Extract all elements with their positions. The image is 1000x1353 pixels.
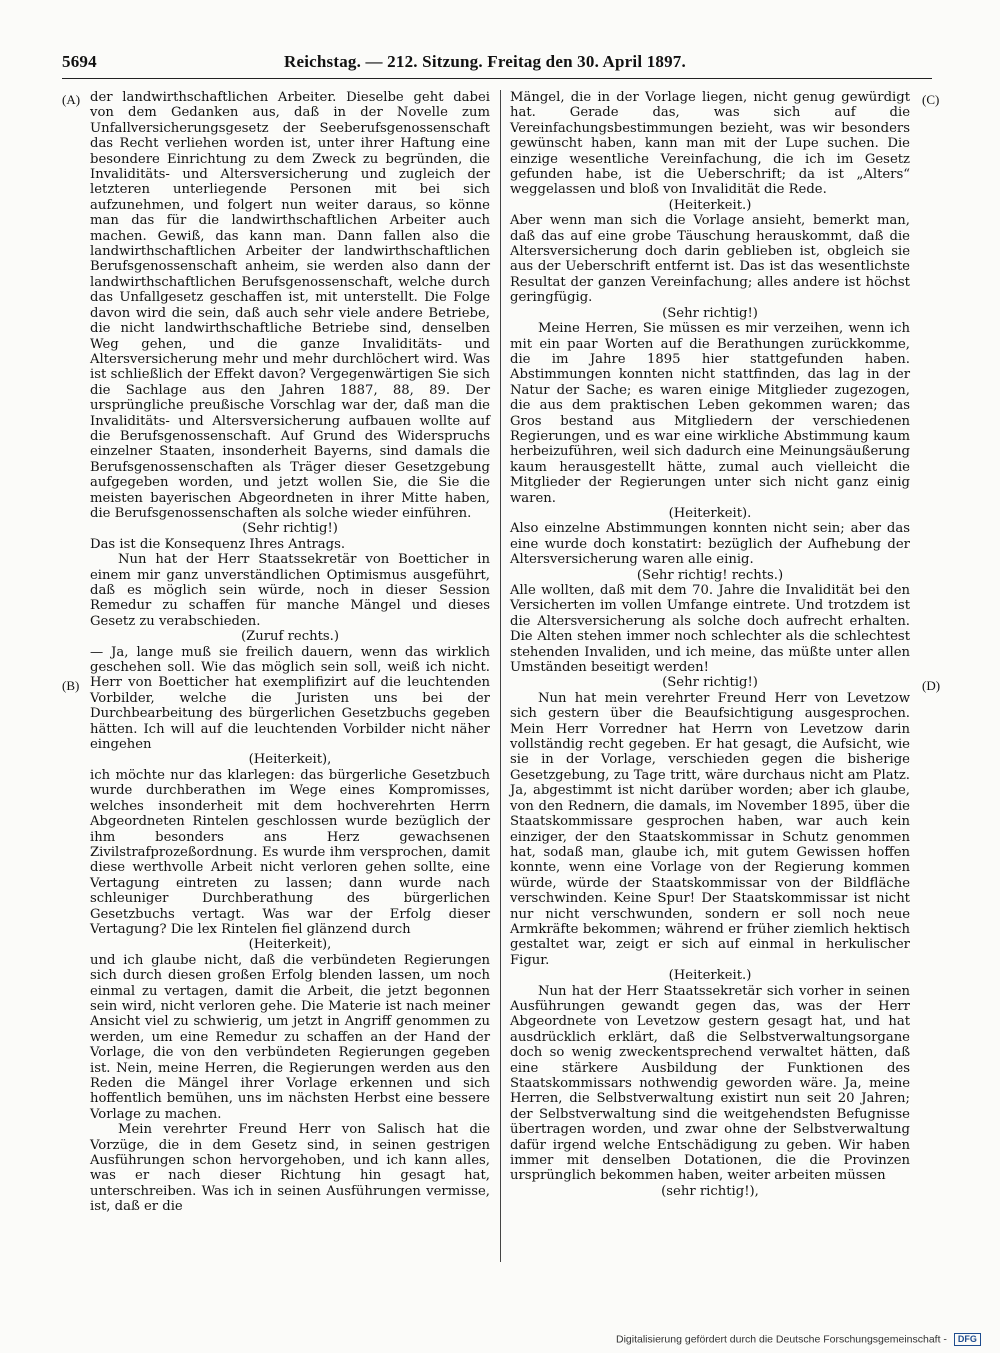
paragraph: Nun hat der Herr Staatssekretär von Boetticher in einem mir ganz unverständlichen Optimismus ausgeführt, daß es möglich sein würde, noch in dieser Session Remedur zu schaffen für manche Mängel und dieses Gesetz zu verabschieden.	[90, 552, 490, 629]
interjection: (Heiterkeit.)	[668, 968, 752, 984]
margin-marker-c: (C)	[922, 92, 940, 107]
interjection: (Heiterkeit),	[248, 752, 332, 768]
dfg-logo: DFG	[954, 1333, 981, 1346]
paragraph: Meine Herren, Sie müssen es mir verzeihen, wenn ich mit ein paar Worten auf die Berathungen zurückkomme, die im Jahre 1895 hier stattgefunden haben. Abstimmungen konnten nicht stattfinden, das lag in der Natur der Sache; es waren einige Mitglieder zugezogen, die aus dem praktischen Leben gekommen waren; das Gros bestand aus Mitgliedern der verschiedenen Regierungen, und es war eine wirkliche Abstimmung kaum herbeizuführen, weil sich dadurch eine Meinungsäußerung kaum herausgestellt hätte, zumal auch vielleicht die Mitglieder der Regierungen unter sich nicht ganz einig waren.	[510, 321, 910, 506]
interjection: (Sehr richtig! rechts.)	[636, 567, 784, 583]
interjection: (Sehr richtig!)	[662, 305, 758, 321]
paragraph: Nun hat der Herr Staatssekretär sich vorher in seinen Ausführungen gewandt gegen das, was der Herr Abgeordnete von Levetzow gestern gesagt hat, und hat ausdrücklich erklärt, daß die Selbstverwaltungsorgane doch so wenig zweckentsprechend verwaltet hätten, daß eine stärkere Ausbildung der Funktionen des Staatskommissars nothwendig geworden wäre. Ja, meine Herren, die Selbstverwaltung existirt nun seit 20 Jahren; der Selbstverwaltung sind die weitgehendsten Befugnisse übertragen worden, und zwar ohne der Selbstverwaltung dafür irgend welche Entschädigung zu geben. Wir haben immer mit denselben Dotationen, die die Provinzen ursprünglich bekommen haben, weiter arbeiten müssen	[510, 983, 910, 1184]
paragraph: und ich glaube nicht, daß die verbündeten Regierungen sich durch diesen großen Erfolg blenden lassen, um noch einmal zu vertagen, damit die Arbeit, die jetzt begonnen sein wird, nicht verloren gehe. Die Materie ist nach meiner Ansicht viel zu schwierig, um jetzt in Angriff genommen zu werden, um eine Remedur zu schaffen an der Hand der Vorlage, die von den verbündeten Regierungen gegeben ist. Nein, meine Herren, die Regierungen werden aus den Reden die Mängel ihrer Vorlage erkennen und sich hoffentlich bemühen, uns im nächsten Herbst eine bessere Vorlage zu machen.	[90, 952, 490, 1122]
right-column	[510, 90, 910, 1199]
paragraph: Also einzelne Abstimmungen konnten nicht sein; aber das eine wurde doch konstatirt: bezüglich der Aufhebung der Altersversicherung waren alle einig.	[510, 521, 910, 568]
margin-marker-b: (B)	[62, 678, 80, 693]
header-rule	[62, 78, 932, 79]
interjection: (sehr richtig!),	[661, 1183, 759, 1199]
page-number: 5694	[62, 52, 97, 71]
interjection: (Heiterkeit.)	[668, 197, 752, 213]
paragraph: Mängel, die in der Vorlage liegen, nicht genug gewürdigt hat. Gerade das, was sich auf die Vereinfachungsbestimmungen bezieht, was wir besonders gewünscht haben, kann man mit der Lupe suchen. Die einzige wesentliche Vereinfachung, die ich im Gesetz gefunden habe, ist die Ueberschrift; da ist „Alters“ weggelassen und bloß von Invalidität die Rede.	[510, 90, 910, 198]
running-head: Reichstag. — 212. Sitzung. Freitag den 30. April 1897.	[284, 52, 686, 71]
margin-marker-d: (D)	[922, 678, 941, 693]
interjection: (Heiterkeit),	[248, 937, 332, 953]
interjection: (Heiterkeit).	[668, 505, 752, 521]
interjection: (Sehr richtig!)	[242, 521, 338, 537]
column-divider	[500, 90, 501, 1262]
paragraph: der landwirthschaftlichen Arbeiter. Dieselbe geht dabei von dem Gedanken aus, daß in der Novelle zum Unfallversicherungsgesetz der Seeberufsgenossenschaft das Recht verliehen worden ist, unter ihrer Haftung eine besondere Einrichtung zu dem Zweck zu begründen, die Invaliditäts- und Altersversicherung und zugleich der letzteren unterliegende Personen mit bei sich aufzunehmen, und folgert nun weiter daraus, so könne man das für die landwirthschaftlichen Arbeiter auch machen. Gewiß, das kann man. Dann fallen also die landwirthschaftlichen Arbeiter der landwirthschaftlichen Berufsgenossenschaft anheim, sie werden also dann der landwirthschaftlichen Berufsgenossenschaft, welche durch das Unfallgesetz geschaffen ist, mit unterstellt. Die Folge davon wird die sein, daß auch sehr viele andere Betriebe, die nicht landwirthschaftliche Betriebe sind, denselben Weg gehen, und die ganze Invaliditäts- und Altersversicherung mehr und mehr durchlöchert wird. Was ist schließlich der Effekt davon? Vergegenwärtigen Sie sich die Sachlage aus den Jahren 1887, 88, 89. Der ursprüngliche preußische Vorschlag war der, daß man die Invaliditäts- und Altersversicherung aufbauen wollte auf die Berufsgenossenschaft. Auf Grund des Widerspruchs einzelner Staaten, insonderheit Bayerns, sind damals die Berufsgenossenschaften als Träger dieser Gesetzgebung aufgegeben worden, und jetzt wollen Sie, die Sie die meisten bayerischen Abgeordneten in ihrer Mitte haben, die Berufsgenossenschaften als solche wieder einführen.	[90, 90, 490, 521]
paragraph: ich möchte nur das klarlegen: das bürgerliche Gesetzbuch wurde durchberathen im Wege eines Kompromisses, welches insonderheit mit dem hochverehrten Herrn Abgeordneten Rintelen geschlossen wurde bezüglich der ihm besonders ans Herz gewachsenen Zivilstrafprozeßordnung. Es wurde ihm versprochen, damit diese werthvolle Arbeit nicht verloren gehen sollte, eine Vertagung eintreten zu lassen; dann wurde nach schleuniger Durchberathung des bürgerlichen Gesetzbuchs vertagt. Was war der Erfolg dieser Vertagung? Die lex Rintelen fiel glänzend durch	[90, 767, 490, 937]
interjection: (Zuruf rechts.)	[240, 629, 340, 645]
paragraph: Mein verehrter Freund Herr von Salisch hat die Vorzüge, die in dem Gesetz sind, in seinen gestrigen Ausführungen schon hervorgehoben, und ich kann alles, was er nach dieser Richtung hin gesagt hat, unterschreiben. Was ich in seinen Ausführungen vermisse, ist, daß er die	[90, 1122, 490, 1215]
left-column	[90, 90, 490, 1215]
paragraph: — Ja, lange muß sie freilich dauern, wenn das wirklich geschehen soll. Wie das möglich sein soll, weiß ich nicht. Herr von Boetticher hat exemplifizirt auf die leuchtenden Vorbilder, welche die Juristen uns bei der Durchbearbeitung des bürgerlichen Gesetzbuchs gegeben hätten. Ich will auf die leuchtenden Vorbilder nicht näher eingehen	[90, 644, 490, 753]
paragraph: Nun hat mein verehrter Freund Herr von Levetzow sich gestern über die Beaufsichtigung ausgesprochen. Mein Herr Vorredner hat Herrn von Levetzow darin vollständig recht gegeben. Er hat gesagt, die Aufsicht, wie sie in der Vorlage, verschieden gegen die bisherige Gesetzgebung, zu Tage tritt, wäre durchaus nicht am Platz. Ja, abgestimmt ist nicht darüber worden; aber ich glaube, von den Rednern, die damals, im November 1895, über die Staatskommissare gesprochen haben, war auch kein einziger, der den Staatskommissar in Schutz genommen hat, sodaß man, glaube ich, mit gutem Gewissen hoffen konnte, wenn eine Vorlage von der Regierung kommen würde, würde der Staatskommissar von der Bildfläche verschwinden. Keine Spur! Der Staatskommissar ist nicht nur nicht verschwunden, sondern er soll noch neue Armkräfte bekommen; während er früher ziemlich hektisch gestaltet war, zeigt er sich auf einmal in herkulischer Figur.	[510, 690, 910, 968]
paragraph: Das ist die Konsequenz Ihres Antrags.	[90, 536, 346, 552]
digitization-credit	[616, 1333, 996, 1347]
page-header	[62, 50, 932, 74]
margin-marker-a: (A)	[62, 92, 81, 107]
paragraph: Alle wollten, daß mit dem 70. Jahre die Invalidität bei den Versicherten im vollen Umfange eintrete. Und trotzdem ist die Altersversicherung als solche doch aufrecht erhalten. Die Alten stehen immer noch schlechter als die schlechtest stehenden Invaliden, und ich meine, das müßte unter allen Umständen beseitigt werden!	[510, 583, 910, 676]
interjection: (Sehr richtig!)	[662, 675, 758, 691]
paragraph: Aber wenn man sich die Vorlage ansieht, bemerkt man, daß das auf eine grobe Täuschung herauskommt, daß die Altersversicherung doch darin geblieben ist, obgleich sie aus der Ueberschrift entfernt ist. Das ist das wesentlichste Resultat der ganzen Vereinfachung; alles andere ist höchst geringfügig.	[510, 213, 910, 306]
credit-text: Digitalisierung gefördert durch die Deutsche Forschungsgemeinschaft -	[616, 1333, 947, 1346]
